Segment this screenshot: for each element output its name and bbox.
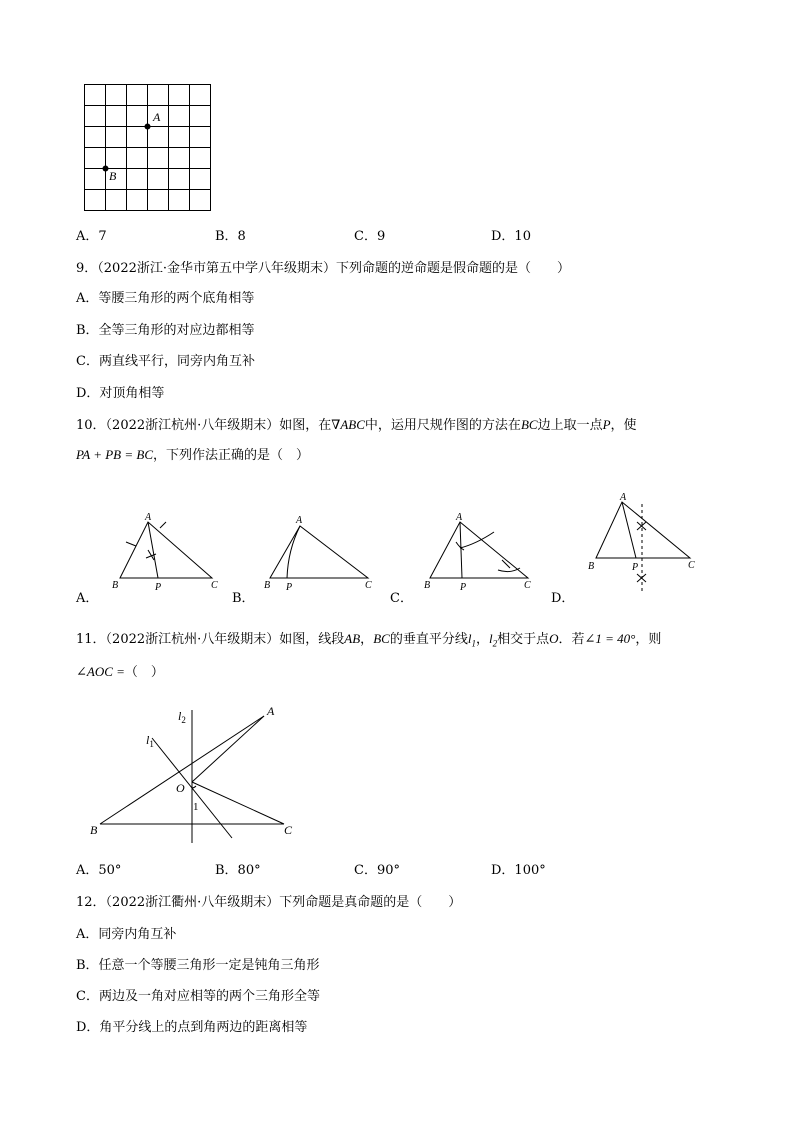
q11-l1: l [467,631,472,646]
q9-text: 下列命题的逆命题是假命题的是（ ） [336,261,571,276]
q11-stem-line1 [76,630,661,653]
q11-option-d[interactable]: D．100° [491,863,546,878]
q8-option-b[interactable]: B．8 [215,229,246,244]
q11-label-b: B [90,823,98,837]
q10d-label-a: A [620,492,627,503]
label-a: A [153,110,161,124]
q10c-label-a: A [456,512,463,523]
q10-option-c[interactable]: C． [390,591,413,606]
q9-option-d[interactable]: D．对顶角相等 [76,386,165,401]
q10a-label-c: C [211,580,218,591]
q11-label-o: O [176,781,185,795]
label-b: B [109,169,117,183]
q10-option-b[interactable]: B． [232,591,255,606]
q9-source: （2022浙江·金华市第五中学八年级期末） [97,261,336,276]
q12-number: 12． [76,895,106,910]
q11-stem-line2 [76,663,164,682]
q10-text-2: 中，运用尺规作图的方法在 [364,418,521,433]
q10-stem-line2 [76,446,309,465]
q10d-label-b: B [588,561,595,572]
q10d-label-c: C [688,560,695,571]
point-b [103,166,109,172]
q10-figure-c [420,508,540,595]
q10-text-5: ，下列作法正确的是（ ） [153,448,310,463]
q10b-label-c: C [365,580,372,591]
q11-label-a: A [267,704,275,718]
q11-seg-ab: AB [344,631,361,646]
q10-text-4: ，使 [610,418,637,433]
q10-text-1: 如图，在 [279,418,332,433]
q8-option-c[interactable]: C．9 [354,229,386,244]
q10c-label-p: P [460,582,467,593]
q11-l2: l [488,631,493,646]
q10a-label-p: P [155,582,162,593]
q11-sep: ， [475,632,489,647]
q11-source: （2022浙江杭州·八年级期末） [105,632,280,647]
q10-figure-b [262,510,380,595]
q10c-label-b: B [424,580,431,591]
q11-l1-sub: 1 [471,638,476,649]
q10a-label-a: A [145,512,152,523]
q9-option-c[interactable]: C．两直线平行，同旁内角互补 [76,354,255,369]
q10-equation: PA + PB = BC [76,447,154,462]
q11-text-3: 相交于点 [497,632,550,647]
q10c-label-c: C [524,580,531,591]
q11-number: 11． [76,632,106,647]
q11-l2-sub: 2 [492,638,498,649]
q12-option-d[interactable]: D．角平分线上的点到角两边的距离相等 [76,1020,308,1035]
q10-stem-line1 [76,416,637,435]
q11-text-5: ，则 [635,632,662,647]
q10-option-a[interactable]: A． [76,591,99,606]
q11-label-c: C [284,823,293,837]
q10-number: 10． [76,418,106,433]
q10b-label-a: A [296,515,303,526]
q10-source: （2022浙江杭州·八年级期末） [105,418,280,433]
q12-option-c[interactable]: C．两边及一角对应相等的两个三角形全等 [76,989,320,1004]
q11-angle-q: ∠AOC = [76,664,125,679]
q10b-label-p: P [286,582,293,593]
q9-option-a[interactable]: A．等腰三角形的两个底角相等 [76,291,255,306]
q12-text: 下列命题是真命题的是（ ） [279,895,462,910]
q9-option-b[interactable]: B．全等三角形的对应边都相等 [76,323,255,338]
q11-seg-bc: BC [373,631,390,646]
q10-figure-d [582,490,702,600]
q11-label-l2: $l_2$ [178,709,186,725]
q11-text-2: 的垂直平分线 [389,632,468,647]
q11-figure [84,700,304,845]
q11-label-l1: $l_1$ [146,733,154,749]
q11-label-1: 1 [193,801,199,813]
q10-option-d[interactable]: D． [551,591,575,606]
q11-angle-eq: ∠1 = 40° [584,631,636,646]
q12-option-a[interactable]: A．同旁内角互补 [76,927,177,942]
point-a [145,124,151,130]
q12-source: （2022浙江衢州·八年级期末） [105,895,280,910]
q12-option-b[interactable]: B．任意一个等腰三角形一定是钝角三角形 [76,958,320,973]
q10-text-3: 边上取一点 [537,418,603,433]
q9-number: 9． [76,261,98,276]
q11-option-b[interactable]: B．80° [215,863,261,878]
q8-grid-figure [80,80,220,215]
q12-stem [76,894,461,912]
q10-figure-a [108,510,228,595]
q11-point-o: O [549,631,559,646]
q11-text-4: ．若 [558,632,585,647]
q10a-label-b: B [112,580,119,591]
q10b-label-b: B [264,580,271,591]
q10-side: BC [520,417,538,432]
q9-stem [76,260,570,278]
q8-option-a[interactable]: A．7 [76,229,107,244]
q11-text-1: 如图，线段 [279,632,345,647]
q10d-label-p: P [632,562,639,573]
q11-text-6: （ ） [124,665,164,680]
q11-option-a[interactable]: A．50° [76,863,122,878]
q10-point: P [602,417,611,432]
q11-option-c[interactable]: C．90° [354,863,400,878]
q11-comma: ， [360,632,374,647]
q8-option-d[interactable]: D．10 [491,229,531,244]
q10-triangle: ∇ABC [331,417,365,432]
